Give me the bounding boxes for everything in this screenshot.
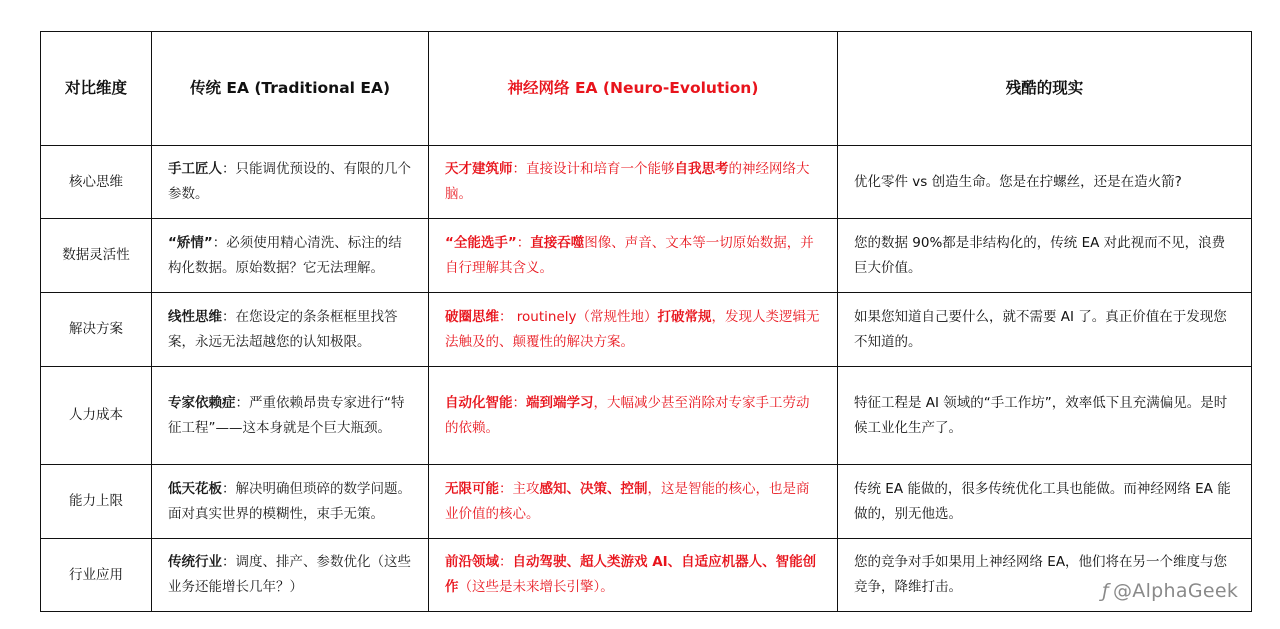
table-row — [41, 367, 1252, 465]
cell-keyword: 自动化智能 — [445, 394, 513, 411]
table-header-row — [41, 32, 1252, 146]
cell-keyword: 破圈思维 — [445, 308, 499, 325]
table-row — [41, 146, 1252, 219]
row-reality: 优化零件 vs 创造生命。您是在拧螺丝，还是在造火箭? — [838, 146, 1252, 219]
cell-text: ： routinely（常规性地） — [499, 308, 658, 325]
row-dimension: 解决方案 — [41, 293, 152, 367]
row-dimension: 核心思维 — [41, 146, 152, 219]
row-neuro — [429, 219, 838, 293]
row-reality: 特征工程是 AI 领域的“手工作坊”，效率低下且充满偏见。是时候工业化生产了。 — [838, 367, 1252, 465]
cell-keyword: 感知、决策、控制 — [539, 480, 648, 497]
cell-text: ：必须使用精心清洗、标注的结构化数据。原始数据？它无法理解。 — [168, 234, 402, 276]
row-reality: 如果您知道自己要什么，就不需要 AI 了。真正价值在于发现您不知道的。 — [838, 293, 1252, 367]
cell-text: 图像、声音、文本等一切原始数据，并自行理解其含义。 — [445, 234, 814, 276]
cell-text: 的神经网络大脑。 — [445, 161, 810, 202]
table-row — [41, 539, 1252, 612]
row-neuro — [429, 367, 838, 465]
cell-keyword: 无限可能 — [445, 480, 499, 497]
cell-keyword: 手工匠人 — [168, 161, 222, 177]
cell-text: ： — [499, 554, 513, 570]
cell-text: ，大幅减少甚至消除对专家手工劳动的依赖。 — [445, 394, 810, 436]
cell-keyword: “全能选手” — [445, 234, 517, 251]
cell-text: ，发现人类逻辑无法触及的、颠覆性的解决方案。 — [445, 308, 820, 350]
table-row — [41, 293, 1252, 367]
watermark-text: @AlphaGeek — [1113, 580, 1239, 602]
table-row — [41, 219, 1252, 293]
row-neuro — [429, 146, 838, 219]
cell-keyword: 天才建筑师 — [445, 161, 513, 177]
cell-text: （这些是未来增长引擎）。 — [458, 579, 614, 595]
cell-text: ：解决明确但琐碎的数学问题。面对真实世界的模糊性，束手无策。 — [168, 480, 411, 522]
header-dimension: 对比维度 — [41, 32, 152, 146]
row-traditional — [152, 465, 429, 539]
cell-keyword: 低天花板 — [168, 480, 222, 497]
cell-text: ： — [516, 234, 531, 251]
header-reality: 残酷的现实 — [838, 32, 1252, 146]
comparison-table — [40, 31, 1252, 612]
row-traditional — [152, 539, 429, 612]
cell-text: ：严重依赖昂贵专家进行“特征工程”——这本身就是个巨大瓶颈。 — [168, 394, 405, 436]
row-traditional — [152, 146, 429, 219]
cell-keyword: “矫情” — [168, 234, 213, 251]
table-row — [41, 465, 1252, 539]
cell-text: ：主攻 — [499, 480, 540, 497]
cell-keyword: 直接吞噬 — [530, 234, 585, 251]
cell-keyword: 自我思考 — [674, 161, 729, 177]
cell-keyword: 传统行业 — [168, 554, 222, 570]
row-traditional — [152, 293, 429, 367]
cell-text: ：只能调优预设的、有限的几个参数。 — [168, 161, 411, 202]
row-dimension: 行业应用 — [41, 539, 152, 612]
row-reality: 您的竞争对手如果用上神经网络 EA，他们将在另一个维度与您竞争，降维打击。 — [838, 539, 1252, 612]
cell-text: ： — [512, 394, 526, 411]
row-traditional — [152, 367, 429, 465]
cell-keyword: 自动驾驶、超人类游戏 AI、自适应机器人、智能创作 — [445, 554, 817, 595]
zhihu-logo-icon: ƒ — [1102, 580, 1109, 602]
row-neuro — [429, 293, 838, 367]
cell-keyword: 端到端学习 — [526, 394, 594, 411]
header-traditional-ea: 传统 EA (Traditional EA) — [152, 32, 429, 146]
row-dimension: 能力上限 — [41, 465, 152, 539]
cell-keyword: 线性思维 — [168, 308, 222, 325]
header-neuro-evolution: 神经网络 EA (Neuro-Evolution) — [429, 32, 838, 146]
cell-text: ，这是智能的核心，也是商业价值的核心。 — [445, 480, 810, 522]
cell-keyword: 前沿领域 — [445, 554, 499, 570]
row-traditional — [152, 219, 429, 293]
row-reality: 传统 EA 能做的，很多传统优化工具也能做。而神经网络 EA 能做的，别无他选。 — [838, 465, 1252, 539]
watermark — [1102, 580, 1238, 602]
cell-text: ：在您设定的条条框框里找答案，永远无法超越您的认知极限。 — [168, 308, 398, 350]
cell-keyword: 专家依赖症 — [168, 394, 236, 411]
cell-text: ：直接设计和培育一个能够 — [512, 161, 675, 177]
row-dimension: 人力成本 — [41, 367, 152, 465]
cell-text: ：调度、排产、参数优化（这些业务还能增长几年？） — [168, 554, 411, 595]
row-neuro — [429, 539, 838, 612]
cell-keyword: 打破常规 — [657, 308, 712, 325]
row-neuro — [429, 465, 838, 539]
row-dimension: 数据灵活性 — [41, 219, 152, 293]
row-reality: 您的数据 90%都是非结构化的，传统 EA 对此视而不见，浪费巨大价值。 — [838, 219, 1252, 293]
